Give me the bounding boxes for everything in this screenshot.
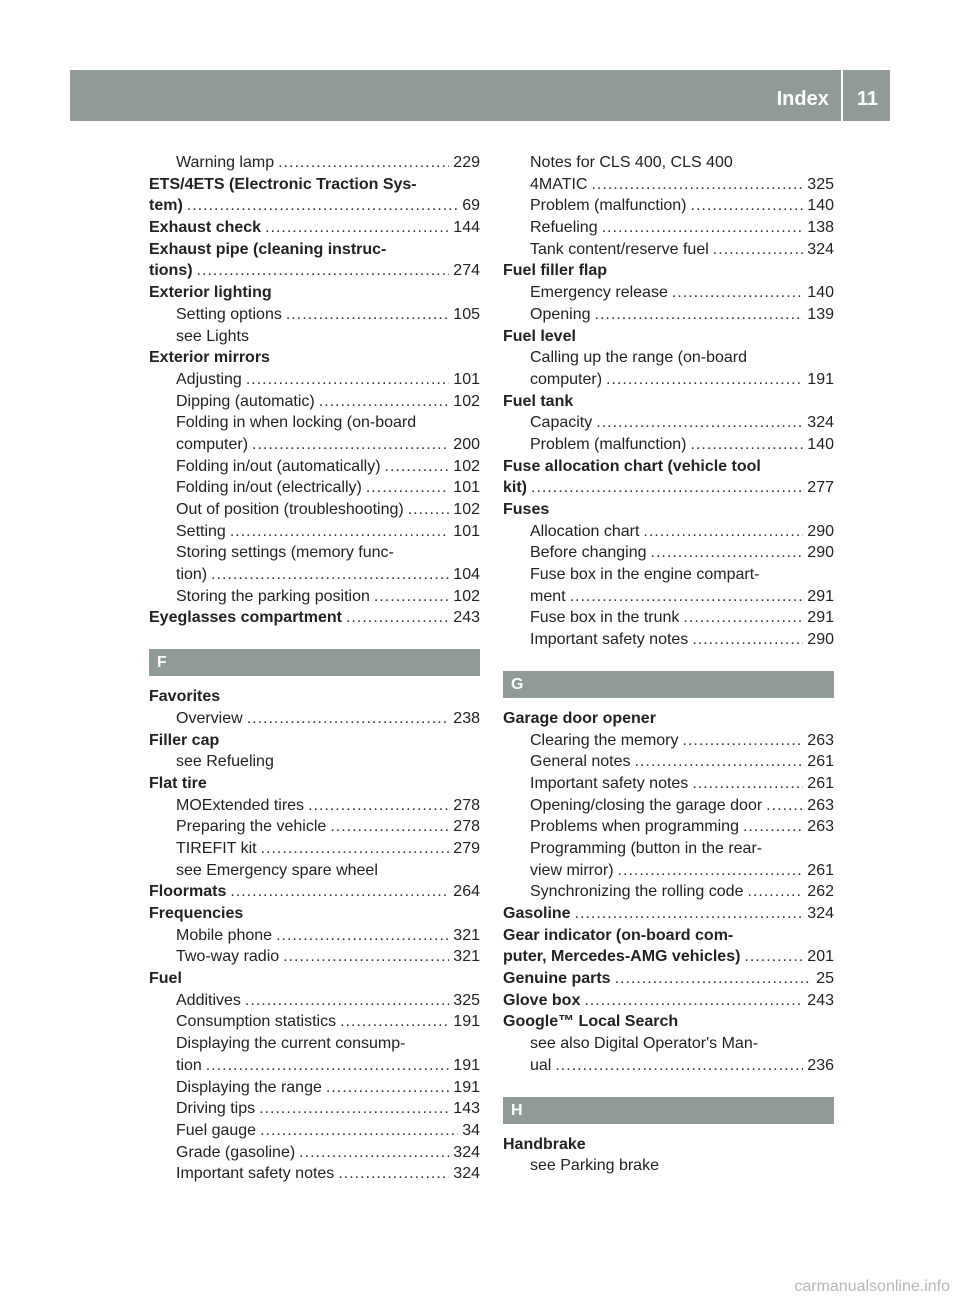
page-ref[interactable]: 200 (453, 435, 480, 453)
entry-text: Two-way radio (176, 948, 280, 966)
entry-text: Setting (176, 522, 226, 540)
index-subentry (503, 304, 834, 326)
page-ref[interactable]: 139 (807, 305, 834, 323)
section-header-g: G (503, 671, 834, 698)
dot-leader (531, 477, 803, 499)
page-ref[interactable]: 238 (453, 709, 480, 727)
index-subentry (149, 326, 480, 348)
entry-text: tion) (176, 566, 208, 584)
page-ref[interactable]: 25 (816, 970, 834, 988)
section-header-h: H (503, 1097, 834, 1124)
index-entry (503, 326, 834, 348)
entry-text: TIREFIT kit (176, 839, 257, 857)
entry-text: Fuses (503, 501, 550, 518)
page-ref[interactable]: 274 (453, 262, 480, 280)
entry-text: Overview (176, 709, 243, 727)
page-ref[interactable]: 324 (807, 905, 834, 922)
dot-leader (286, 304, 449, 326)
index-subentry (149, 369, 480, 391)
entry-text: Fuse box in the engine compart- (530, 566, 760, 584)
entry-text: Folding in/out (automatically) (176, 457, 381, 475)
dot-leader (283, 946, 449, 968)
entry-text: see Emergency spare wheel (176, 861, 378, 879)
entry-text: Genuine parts (503, 970, 611, 988)
entry-text: Before changing (530, 544, 647, 562)
entry-text: tem) (149, 197, 183, 215)
dot-leader (338, 1163, 449, 1185)
index-subentry (149, 708, 480, 730)
index-subentry (149, 1142, 480, 1164)
page-ref[interactable]: 262 (807, 883, 834, 901)
dot-leader (308, 795, 449, 817)
entry-text: Problems when programming (530, 818, 739, 836)
page-ref[interactable]: 290 (807, 544, 834, 562)
page-ref[interactable]: 243 (453, 609, 480, 627)
dot-leader (330, 816, 449, 838)
index-column-right (503, 152, 834, 1177)
entry-text: Floormats (149, 883, 227, 901)
index-entry (149, 903, 480, 925)
index-subentry (149, 838, 480, 860)
index-entry (149, 239, 480, 261)
index-subentry (149, 1033, 480, 1055)
entry-text: Gasoline (503, 905, 571, 922)
index-entry (149, 260, 480, 282)
page-ref[interactable]: 140 (807, 435, 834, 453)
entry-text: Warning lamp (176, 154, 275, 171)
index-subentry (149, 1163, 480, 1185)
index-subentry (503, 1055, 834, 1077)
index-subentry (149, 499, 480, 521)
entry-text: see Parking brake (530, 1157, 659, 1175)
dot-leader (261, 838, 450, 860)
index-subentry (503, 152, 834, 174)
entry-text: MOExtended tires (176, 796, 305, 814)
entry-text: Clearing the memory (530, 731, 679, 749)
dot-leader (555, 1055, 803, 1077)
entry-text: Mobile phone (176, 926, 273, 944)
dot-leader (692, 773, 803, 795)
dot-leader (326, 1077, 449, 1099)
index-subentry (149, 751, 480, 773)
page-ref[interactable]: 138 (807, 219, 834, 237)
entry-text: puter, Mercedes-AMG vehicles) (503, 948, 741, 966)
page-ref[interactable]: 140 (807, 284, 834, 302)
entry-text: Notes for CLS 400, CLS 400 (530, 154, 733, 171)
dot-leader (744, 946, 803, 968)
dot-leader (615, 968, 813, 990)
index-entry (149, 347, 480, 369)
index-subentry (149, 1011, 480, 1033)
page-ref[interactable]: 102 (453, 457, 480, 475)
entry-text: Important safety notes (176, 1165, 335, 1183)
dot-leader (691, 195, 804, 217)
entry-text: Frequencies (149, 905, 244, 922)
entry-text: Glove box (503, 991, 581, 1009)
page-ref[interactable]: 261 (807, 774, 834, 792)
index-entry (149, 773, 480, 795)
entry-text: Capacity (530, 414, 593, 432)
page-ref[interactable]: 104 (453, 566, 480, 584)
header-bar (70, 70, 890, 121)
index-subentry (503, 564, 834, 586)
entry-text: Calling up the range (on-board (530, 349, 748, 367)
index-subentry (503, 586, 834, 608)
index-subentry (503, 282, 834, 304)
entry-text: Opening/closing the garage door (530, 796, 763, 814)
index-entry (149, 282, 480, 304)
page-ref[interactable]: 261 (807, 753, 834, 771)
entry-text: Handbrake (503, 1135, 586, 1153)
entry-text: 4MATIC (530, 175, 588, 193)
index-subentry (149, 456, 480, 478)
entry-text: Fuse allocation chart (vehicle tool (503, 457, 761, 475)
dot-leader (259, 1098, 449, 1120)
dot-leader (276, 925, 449, 947)
page-ref[interactable]: 277 (807, 479, 834, 497)
entry-text: Problem (malfunction) (530, 435, 687, 453)
index-entry (503, 903, 834, 925)
dot-leader (230, 881, 449, 903)
dot-leader (366, 477, 449, 499)
page-ref[interactable]: 236 (807, 1056, 834, 1074)
dot-leader (206, 1055, 450, 1077)
entry-text: Folding in when locking (on-board (176, 414, 417, 432)
entry-text: Problem (malfunction) (530, 197, 687, 215)
index-subentry (149, 860, 480, 882)
entry-text: Important safety notes (530, 774, 689, 792)
page-ref[interactable]: 278 (453, 818, 480, 836)
entry-text: Exhaust pipe (cleaning instruc- (149, 240, 387, 258)
page-ref[interactable]: 229 (453, 154, 480, 171)
dot-leader (591, 174, 803, 196)
dot-leader (278, 152, 449, 174)
index-subentry (149, 434, 480, 456)
dot-leader (319, 391, 450, 413)
index-subentry (149, 795, 480, 817)
page-ref[interactable]: 291 (807, 587, 834, 605)
dot-leader (247, 708, 450, 730)
index-subentry (503, 412, 834, 434)
index-subentry (503, 217, 834, 239)
index-subentry (149, 1120, 480, 1142)
entry-text: ment (530, 587, 566, 605)
index-subentry (503, 838, 834, 860)
entry-text: Fuse box in the trunk (530, 609, 680, 627)
page-ref[interactable]: 191 (453, 1013, 480, 1031)
index-entry (503, 477, 834, 499)
dot-leader (575, 903, 804, 925)
dot-leader (245, 990, 449, 1012)
entry-text: Fuel (149, 970, 182, 988)
dot-leader (340, 1011, 449, 1033)
index-subentry (503, 521, 834, 543)
entry-text: Fuel gauge (176, 1121, 257, 1139)
index-subentry (149, 946, 480, 968)
entry-text: Consumption statistics (176, 1013, 337, 1031)
index-column-left (149, 152, 480, 1185)
section-header-f: F (149, 649, 480, 676)
page-ref[interactable]: 201 (807, 948, 834, 966)
dot-leader (692, 629, 803, 651)
index-subentry (149, 564, 480, 586)
dot-leader (346, 607, 449, 629)
header (777, 70, 890, 121)
entry-text: Fuel level (503, 327, 576, 345)
page-ref[interactable]: 101 (453, 479, 480, 497)
entry-text: see Lights (176, 327, 249, 345)
index-subentry (503, 239, 834, 261)
entry-text: Emergency release (530, 284, 668, 302)
dot-leader (747, 881, 803, 903)
entry-text: Filler cap (149, 731, 220, 749)
page-ref[interactable]: 264 (453, 883, 480, 901)
entry-text: Grade (gasoline) (176, 1143, 296, 1161)
index-subentry (149, 477, 480, 499)
page-ref[interactable]: 191 (453, 1078, 480, 1096)
index-subentry (503, 773, 834, 795)
entry-text: Out of position (troubleshooting) (176, 501, 404, 518)
index-subentry (149, 1055, 480, 1077)
index-subentry (503, 730, 834, 752)
entry-text: Favorites (149, 688, 221, 706)
entry-text: Driving tips (176, 1100, 256, 1118)
dot-leader (299, 1142, 449, 1164)
page-ref[interactable]: 191 (453, 1056, 480, 1074)
index-entry (503, 391, 834, 413)
index-subentry (503, 860, 834, 882)
index-subentry (503, 607, 834, 629)
watermark: carmanualsonline.info (794, 1278, 950, 1295)
entry-text: computer) (530, 370, 603, 388)
index-title: Index (776, 88, 829, 110)
dot-leader (743, 816, 803, 838)
entry-text: Refueling (530, 219, 598, 237)
dot-leader (570, 586, 804, 608)
entry-text: tions) (149, 262, 193, 280)
entry-text: Additives (176, 991, 241, 1009)
index-subentry (503, 795, 834, 817)
entry-text: kit) (503, 479, 527, 497)
dot-leader (187, 195, 458, 217)
index-subentry (503, 629, 834, 651)
entry-text: see Refueling (176, 753, 274, 771)
dot-leader (651, 542, 804, 564)
page-ref[interactable]: 279 (453, 839, 480, 857)
index-subentry (149, 990, 480, 1012)
dot-leader (683, 730, 804, 752)
index-entry (503, 1011, 834, 1033)
entry-text: Flat tire (149, 774, 207, 792)
entry-text: Storing the parking position (176, 587, 370, 605)
index-entry (503, 946, 834, 968)
dot-leader (211, 564, 449, 586)
index-subentry (503, 174, 834, 196)
entry-text: Preparing the vehicle (176, 818, 327, 836)
index-entry (149, 217, 480, 239)
page-ref[interactable]: 101 (453, 370, 480, 388)
entry-text: General notes (530, 753, 631, 771)
index-subentry (149, 412, 480, 434)
page-number: 11 (856, 88, 878, 110)
entry-text: tion (176, 1056, 202, 1074)
page-ref[interactable]: 140 (807, 197, 834, 215)
entry-text: Gear indicator (on-board com- (503, 926, 734, 944)
entry-text: Tank content/reserve fuel (530, 240, 709, 258)
dot-leader (691, 434, 804, 456)
entry-text: Setting options (176, 305, 282, 323)
index-entry (149, 686, 480, 708)
index-entry (149, 881, 480, 903)
index-entry (149, 607, 480, 629)
entry-text: Programming (button in the rear- (530, 839, 763, 857)
dot-leader (197, 260, 450, 282)
dot-leader (265, 217, 449, 239)
entry-text: ETS/4ETS (Electronic Traction Sys- (149, 175, 417, 193)
entry-text: computer) (176, 435, 249, 453)
page-ref[interactable]: 290 (807, 522, 834, 540)
index-subentry (503, 1155, 834, 1177)
index-subentry (149, 304, 480, 326)
page-ref[interactable]: 290 (807, 631, 834, 649)
entry-text: Allocation chart (530, 522, 640, 540)
page-ref[interactable]: 321 (453, 948, 480, 966)
page-ref[interactable]: 144 (453, 219, 480, 237)
dot-leader (683, 607, 803, 629)
index-subentry (503, 816, 834, 838)
entry-text: Displaying the current consump- (176, 1035, 406, 1053)
page-ref[interactable]: 105 (453, 305, 480, 323)
page-ref[interactable]: 324 (453, 1165, 480, 1183)
dot-leader (374, 586, 449, 608)
index-subentry (149, 1098, 480, 1120)
index-entry (503, 499, 834, 521)
page-ref[interactable]: 324 (807, 414, 834, 432)
entry-text: Fuel tank (503, 392, 574, 410)
index-entry (503, 1134, 834, 1156)
page-ref[interactable]: 102 (453, 587, 480, 605)
dot-leader (602, 217, 804, 239)
page-ref[interactable]: 69 (462, 197, 480, 215)
dot-leader (595, 304, 804, 326)
index-entry (149, 730, 480, 752)
index-subentry (149, 542, 480, 564)
entry-text: Opening (530, 305, 591, 323)
index-entry (149, 195, 480, 217)
entry-text: Displaying the range (176, 1078, 322, 1096)
entry-text: Exterior lighting (149, 284, 272, 302)
index-subentry (503, 751, 834, 773)
dot-leader (713, 239, 804, 261)
page-ref[interactable]: 324 (807, 240, 834, 258)
entry-text: Exhaust check (149, 219, 262, 237)
page-ref[interactable]: 102 (453, 392, 480, 410)
entry-text: Google™ Local Search (503, 1013, 679, 1031)
page-ref[interactable]: 263 (807, 731, 834, 749)
entry-text: Exterior mirrors (149, 349, 270, 367)
dot-leader (672, 282, 803, 304)
page-ref[interactable]: 263 (807, 796, 834, 814)
dot-leader (766, 795, 803, 817)
index-subentry (503, 881, 834, 903)
index-entry (503, 708, 834, 730)
entry-text: Garage door opener (503, 709, 656, 727)
index-subentry (149, 391, 480, 413)
index-subentry (149, 925, 480, 947)
dot-leader (584, 990, 803, 1012)
index-subentry (503, 369, 834, 391)
dot-leader (635, 751, 804, 773)
index-subentry (503, 195, 834, 217)
entry-text: Storing settings (memory func- (176, 544, 394, 562)
index-subentry (503, 434, 834, 456)
entry-text: Folding in/out (electrically) (176, 479, 362, 497)
page-ref[interactable]: 325 (807, 175, 834, 193)
dot-leader (618, 860, 804, 882)
page-ref[interactable]: 325 (453, 991, 480, 1009)
dot-leader (596, 412, 803, 434)
index-subentry (149, 816, 480, 838)
dot-leader (385, 456, 450, 478)
entry-text: Synchronizing the rolling code (530, 883, 744, 901)
page-ref[interactable]: 243 (807, 991, 834, 1009)
index-subentry (149, 1077, 480, 1099)
index-entry (503, 968, 834, 990)
page-ref[interactable]: 191 (807, 370, 834, 388)
entry-text: view mirror) (530, 861, 614, 879)
dot-leader (643, 521, 803, 543)
dot-leader (246, 369, 449, 391)
index-subentry (503, 347, 834, 369)
dot-leader (260, 1120, 458, 1142)
index-subentry (149, 521, 480, 543)
index-subentry (149, 586, 480, 608)
entry-text: Fuel filler flap (503, 262, 608, 280)
dot-leader (408, 499, 450, 521)
entry-text: see also Digital Operator's Man- (530, 1035, 759, 1053)
entry-text: Eyeglasses compartment (149, 609, 342, 627)
index-entry (149, 968, 480, 990)
page-ref[interactable]: 143 (453, 1100, 480, 1118)
dot-leader (252, 434, 449, 456)
index-entry (503, 990, 834, 1012)
index-entry (503, 260, 834, 282)
page-ref[interactable]: 102 (453, 501, 480, 518)
page-ref[interactable]: 291 (807, 609, 834, 627)
page-ref[interactable]: 324 (453, 1143, 480, 1161)
dot-leader (606, 369, 803, 391)
page-ref[interactable]: 278 (453, 796, 480, 814)
entry-text: Important safety notes (530, 631, 689, 649)
index-entry (503, 925, 834, 947)
page-ref[interactable]: 261 (807, 861, 834, 879)
entry-text: Adjusting (176, 370, 242, 388)
index-subentry (503, 1033, 834, 1055)
dot-leader (230, 521, 449, 543)
index-entry (149, 174, 480, 196)
page-ref[interactable]: 321 (453, 926, 480, 944)
entry-text: ual (530, 1056, 552, 1074)
index-entry (503, 456, 834, 478)
page-ref[interactable]: 263 (807, 818, 834, 836)
page-ref[interactable]: 34 (462, 1121, 480, 1139)
entry-text: Dipping (automatic) (176, 392, 315, 410)
index-subentry (149, 152, 480, 174)
page-ref[interactable]: 101 (453, 522, 480, 540)
index-subentry (503, 542, 834, 564)
